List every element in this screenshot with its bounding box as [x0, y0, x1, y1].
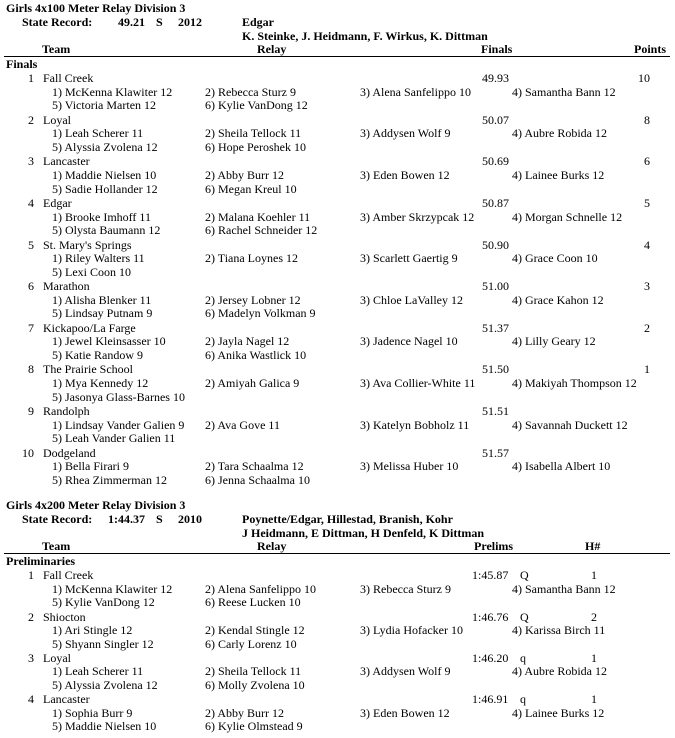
runner: 2) Sheila Tellock 11 — [205, 664, 302, 679]
header-team: Team — [42, 42, 71, 57]
place: 1 — [28, 568, 34, 583]
heat-number: 1 — [591, 692, 597, 707]
result-time: 51.37 — [482, 320, 509, 335]
place: 2 — [28, 112, 34, 127]
result-time: 49.93 — [482, 71, 509, 86]
team-name: The Prairie School — [43, 362, 133, 377]
place: 6 — [28, 279, 34, 294]
place: 8 — [28, 362, 34, 377]
header-result: Finals — [481, 42, 513, 57]
runner: 1) Jewel Kleinsasser 10 — [52, 334, 166, 349]
header-extra: Points — [633, 42, 666, 57]
points: 10 — [638, 71, 650, 86]
qualifier-mark: Q — [520, 609, 529, 624]
runner: 3) Eden Bowen 12 — [360, 168, 450, 182]
header-relay: Relay — [257, 42, 287, 57]
place: 10 — [22, 445, 34, 460]
team-name: Loyal — [43, 650, 71, 665]
points: 8 — [644, 112, 650, 127]
runner: 6) Megan Kreul 10 — [205, 181, 297, 196]
place: 4 — [28, 692, 34, 707]
record-holder-line: Edgar — [242, 15, 275, 29]
runner: 1) Alisha Blenker 11 — [52, 292, 152, 307]
heat-number: 1 — [591, 650, 597, 665]
header-result: Prelims — [474, 539, 514, 554]
runner: 5) Shyann Singler 12 — [52, 636, 154, 651]
place: 3 — [28, 650, 34, 665]
runner: 4) Lainee Burks 12 — [512, 168, 605, 182]
runner: 6) Kylie VanDong 12 — [205, 98, 308, 113]
runner: 2) Ava Gove 11 — [205, 417, 280, 432]
record-type: S — [156, 15, 163, 29]
place: 2 — [28, 609, 34, 624]
points: 5 — [644, 196, 650, 210]
runner: 6) Reese Lucken 10 — [205, 595, 301, 610]
runner: 1) Lindsay Vander Galien 9 — [52, 417, 185, 432]
runner: 4) Karissa Birch 11 — [512, 623, 606, 638]
runner: 2) Amiyah Galica 9 — [205, 376, 300, 390]
qualifier-mark: q — [520, 692, 526, 707]
runner: 4) Aubre Robida 12 — [512, 126, 607, 141]
runner: 4) Savannah Duckett 12 — [512, 417, 628, 432]
runner: 4) Lainee Burks 12 — [512, 705, 605, 720]
runner: 2) Kendal Stingle 12 — [205, 623, 305, 638]
runner: 2) Abby Burr 12 — [205, 705, 284, 720]
team-name: Dodgeland — [43, 445, 96, 460]
result-time: 50.07 — [482, 112, 509, 127]
team-name: Fall Creek — [43, 568, 94, 583]
runner: 3) Katelyn Bobholz 11 — [360, 417, 470, 432]
points: 6 — [644, 154, 650, 169]
team-name: Lancaster — [43, 692, 90, 707]
runner: 4) Grace Kahon 12 — [512, 292, 604, 307]
team-name: Loyal — [43, 112, 71, 127]
record-year: 2012 — [178, 15, 202, 29]
runner: 1) Brooke Imhoff 11 — [52, 209, 151, 224]
runner: 1) Leah Scherer 11 — [52, 664, 144, 679]
runner: 3) Addysen Wolf 9 — [360, 126, 451, 141]
runner: 2) Jersey Lobner 12 — [205, 292, 301, 307]
section-label: Preliminaries — [6, 554, 76, 569]
record-type: S — [156, 512, 163, 526]
result-time: 51.00 — [482, 279, 509, 294]
runner: 6) Anika Wastlick 10 — [205, 348, 307, 362]
runner: 6) Hope Peroshek 10 — [205, 140, 306, 154]
runner: 3) Addysen Wolf 9 — [360, 664, 451, 679]
record-holder-line: K. Steinke, J. Heidmann, F. Wirkus, K. Dittman — [242, 28, 488, 43]
runner: 2) Malana Koehler 11 — [205, 209, 311, 224]
runner: 1) McKenna Klawiter 12 — [52, 84, 173, 99]
runner: 1) Leah Scherer 11 — [52, 126, 144, 141]
team-name: Edgar — [43, 196, 72, 210]
event-title: Girls 4x100 Meter Relay Division 3 — [6, 1, 186, 15]
divider — [4, 553, 670, 554]
event-title: Girls 4x200 Meter Relay Division 3 — [6, 498, 186, 512]
team-name: Shiocton — [43, 609, 86, 624]
runner: 3) Jadence Nagel 10 — [360, 334, 458, 349]
result-time: 50.87 — [482, 196, 509, 210]
runner: 5) Jasonya Glass-Barnes 10 — [52, 389, 185, 404]
runner: 2) Tara Schaalma 12 — [205, 459, 304, 474]
team-name: Fall Creek — [43, 71, 94, 86]
runner: 5) Alyssia Zvolena 12 — [52, 140, 158, 154]
runner: 1) Riley Walters 11 — [52, 251, 145, 266]
header-extra: H# — [585, 539, 601, 554]
runner: 4) Grace Coon 10 — [512, 251, 598, 266]
runner: 1) Maddie Nielsen 10 — [52, 168, 157, 182]
runner: 3) Alena Sanfelippo 10 — [360, 84, 471, 99]
header-team: Team — [42, 539, 71, 554]
runner: 6) Rachel Schneider 12 — [205, 223, 318, 238]
points: 1 — [644, 362, 650, 377]
runner: 4) Lilly Geary 12 — [512, 334, 596, 349]
result-time: 1:46.76 — [472, 609, 509, 624]
runner: 2) Rebecca Sturz 9 — [205, 84, 296, 99]
runner: 3) Melissa Huber 10 — [360, 459, 459, 474]
runner: 4) Samantha Bann 12 — [512, 84, 616, 99]
divider — [4, 56, 670, 57]
runner: 5) Lexi Coon 10 — [52, 264, 131, 279]
team-name: Kickapoo/La Farge — [43, 320, 136, 335]
record-year: 2010 — [178, 512, 202, 526]
record-time: 49.21 — [118, 15, 145, 29]
runner: 2) Alena Sanfelippo 10 — [205, 581, 316, 596]
record-label: State Record: — [22, 512, 93, 526]
result-time: 50.69 — [482, 154, 509, 169]
runner: 5) Rhea Zimmerman 12 — [52, 472, 167, 487]
runner: 3) Lydia Hofacker 10 — [360, 623, 463, 638]
runner: 1) McKenna Klawiter 12 — [52, 581, 173, 596]
place: 9 — [28, 404, 34, 418]
runner: 3) Chloe LaValley 12 — [360, 292, 463, 307]
runner: 4) Morgan Schnelle 12 — [512, 209, 623, 224]
runner: 2) Jayla Nagel 12 — [205, 334, 290, 349]
runner: 4) Samantha Bann 12 — [512, 581, 616, 596]
points: 3 — [644, 279, 650, 294]
result-time: 1:45.87 — [472, 568, 509, 583]
runner: 2) Abby Burr 12 — [205, 168, 284, 182]
runner: 1) Sophia Burr 9 — [52, 705, 133, 720]
result-time: 51.57 — [482, 445, 509, 460]
runner: 1) Mya Kennedy 12 — [52, 376, 149, 390]
team-name: Marathon — [43, 279, 90, 294]
record-holder-line: Poynette/Edgar, Hillestad, Branish, Kohr — [242, 512, 453, 526]
heat-number: 1 — [591, 568, 597, 583]
runner: 3) Scarlett Gaertig 9 — [360, 251, 458, 266]
result-time: 51.50 — [482, 362, 509, 377]
result-time: 51.51 — [482, 404, 509, 418]
runner: 1) Bella Firari 9 — [52, 459, 129, 474]
runner: 6) Carly Lorenz 10 — [205, 636, 297, 651]
points: 4 — [644, 237, 650, 252]
runner: 2) Tiana Loynes 12 — [205, 251, 298, 266]
runner: 5) Kylie VanDong 12 — [52, 595, 155, 610]
place: 3 — [28, 154, 34, 169]
runner: 4) Makiyah Thompson 12 — [512, 376, 637, 390]
team-name: Randolph — [43, 404, 90, 418]
runner: 2) Sheila Tellock 11 — [205, 126, 302, 141]
runner: 5) Alyssia Zvolena 12 — [52, 678, 158, 692]
record-label: State Record: — [22, 15, 93, 29]
record-holder-line: J Heidmann, E Dittman, H Denfeld, K Dittman — [242, 525, 485, 540]
runner: 5) Victoria Marten 12 — [52, 98, 157, 113]
runner: 6) Kylie Olmstead 9 — [205, 719, 303, 734]
record-time: 1:44.37 — [108, 512, 145, 526]
place: 7 — [28, 320, 34, 335]
runner: 4) Isabella Albert 10 — [512, 459, 611, 474]
place: 5 — [28, 237, 34, 252]
runner: 5) Maddie Nielsen 10 — [52, 719, 157, 734]
qualifier-mark: Q — [520, 568, 529, 583]
runner: 5) Olysta Baumann 12 — [52, 223, 161, 238]
team-name: St. Mary's Springs — [43, 237, 132, 252]
runner: 5) Lindsay Putnam 9 — [52, 306, 153, 321]
result-time: 1:46.20 — [472, 650, 509, 665]
runner: 5) Sadie Hollander 12 — [52, 181, 158, 196]
place: 1 — [28, 71, 34, 86]
section-label: Finals — [6, 57, 38, 72]
runner: 6) Molly Zvolena 10 — [205, 678, 305, 692]
points: 2 — [644, 320, 650, 335]
header-relay: Relay — [257, 539, 287, 554]
runner: 3) Ava Collier-White 11 — [360, 376, 476, 390]
runner: 6) Madelyn Volkman 9 — [205, 306, 316, 321]
runner: 6) Jenna Schaalma 10 — [205, 472, 310, 487]
runner: 5) Katie Randow 9 — [52, 348, 143, 362]
result-time: 1:46.91 — [472, 692, 509, 707]
runner: 3) Rebecca Sturz 9 — [360, 581, 451, 596]
result-time: 50.90 — [482, 237, 509, 252]
runner: 4) Aubre Robida 12 — [512, 664, 607, 679]
runner: 3) Amber Skrzypcak 12 — [360, 209, 475, 224]
team-name: Lancaster — [43, 154, 90, 169]
qualifier-mark: q — [520, 650, 526, 665]
heat-number: 2 — [591, 609, 597, 624]
runner: 3) Eden Bowen 12 — [360, 705, 450, 720]
place: 4 — [28, 196, 34, 210]
runner: 5) Leah Vander Galien 11 — [52, 431, 176, 446]
runner: 1) Ari Stingle 12 — [52, 623, 133, 638]
